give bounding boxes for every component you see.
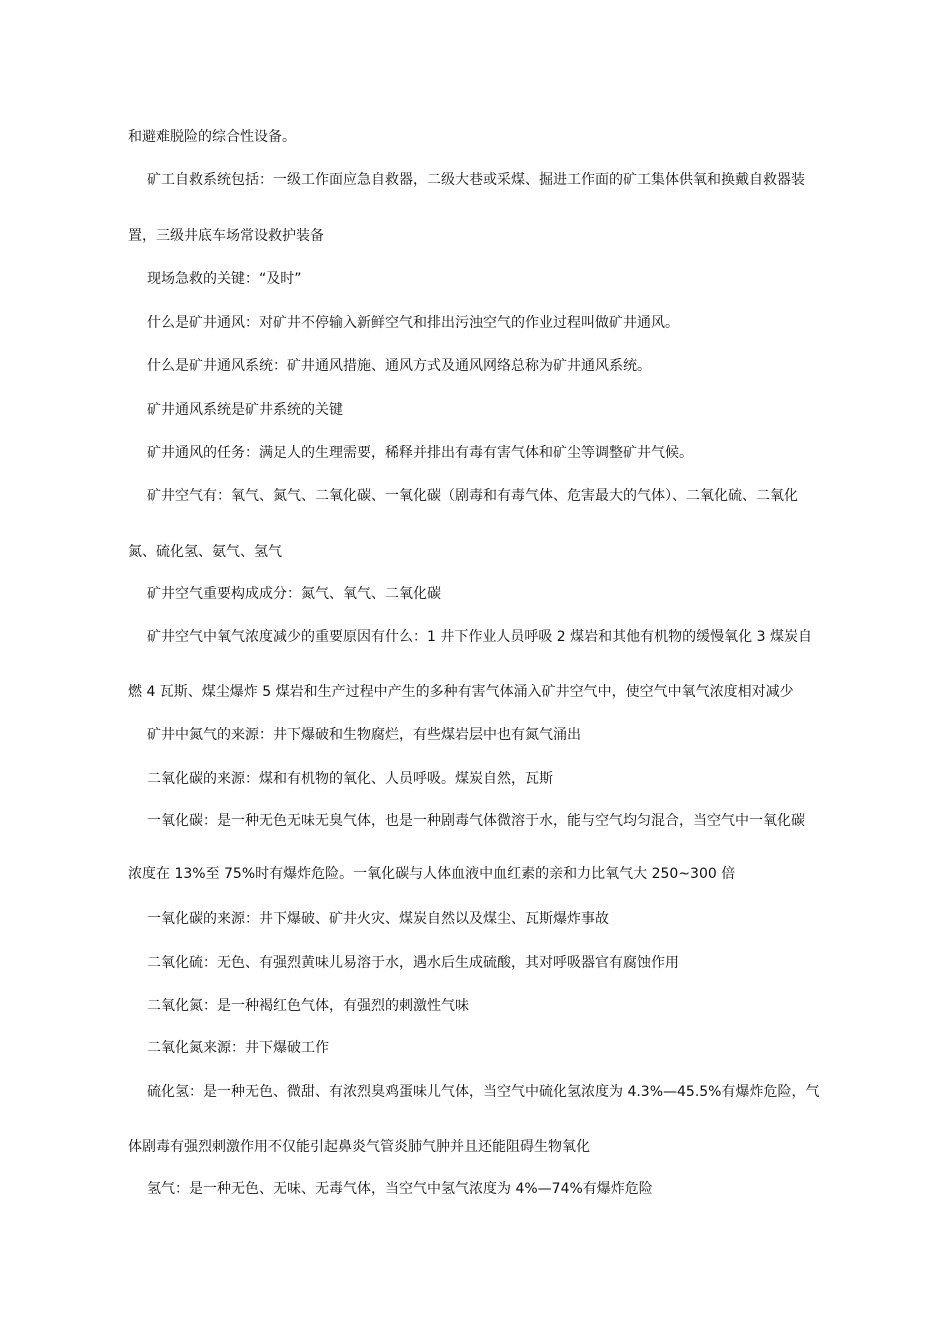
text-line: 燃 4 瓦斯、煤尘爆炸 5 煤岩和生产过程中产生的多种有害气体涌入矿井空气中，使空气中氧气浓度相对减少 [128, 684, 794, 700]
text-line: 什么是矿井通风：对矿井不停输入新鲜空气和排出污浊空气的作业过程叫做矿井通风。 [147, 315, 679, 331]
text-line: 矿井空气中氧气浓度减少的重要原因有什么：1 井下作业人员呼吸 2 煤岩和其他有机物的缓慢氧化 3 煤炭自 [147, 629, 812, 645]
text-line: 一氧化碳：是一种无色无味无臭气体，也是一种剧毒气体微溶于水，能与空气均匀混合，当空气中一氧化碳 [147, 813, 805, 829]
text-line: 置，三级井底车场常设救护装备 [128, 228, 324, 244]
text-line: 体剧毒有强烈刺激作用不仅能引起鼻炎气管炎肺气肿并且还能阻碍生物氧化 [128, 1139, 590, 1155]
text-line: 二氧化氮来源：井下爆破工作 [147, 1040, 329, 1056]
text-line: 硫化氢：是一种无色、微甜、有浓烈臭鸡蛋味儿气体，当空气中硫化氢浓度为 4.3%—45.5%有爆炸危险，气 [147, 1084, 820, 1100]
text-line: 现场急救的关键：“及时” [147, 271, 302, 287]
text-line: 氢气：是一种无色、无味、无毒气体，当空气中氢气浓度为 4%—74%有爆炸危险 [147, 1181, 653, 1197]
text-line: 矿井空气有：氧气、氮气、二氧化碳、一氧化碳（剧毒和有毒气体、危害最大的气体）、二氧化硫、二氧化 [147, 488, 798, 504]
text-line: 一氧化碳的来源：井下爆破、矿井火灾、煤炭自然以及煤尘、瓦斯爆炸事故 [147, 911, 609, 927]
text-line: 矿井通风的任务：满足人的生理需要，稀释并排出有毒有害气体和矿尘等调整矿井气候。 [147, 445, 693, 461]
text-line: 二氧化碳的来源：煤和有机物的氧化、人员呼吸。煤炭自然，瓦斯 [147, 771, 553, 787]
text-line: 矿井空气重要构成成分：氮气、氧气、二氧化碳 [147, 586, 441, 602]
text-line: 什么是矿井通风系统：矿井通风措施、通风方式及通风网络总称为矿井通风系统。 [147, 358, 651, 374]
text-line: 二氧化硫：无色、有强烈黄味儿易溶于水，遇水后生成硫酸，其对呼吸器官有腐蚀作用 [147, 955, 679, 971]
text-line: 矿工自救系统包括：一级工作面应急自救器，二级大巷或采煤、掘进工作面的矿工集体供氧和换戴自救器装 [147, 172, 805, 188]
text-line: 浓度在 13%至 75%时有爆炸危险。一氧化碳与人体血液中血红素的亲和力比氧气大 250~300 倍 [128, 866, 736, 882]
text-line: 矿井中氮气的来源：井下爆破和生物腐烂，有些煤岩层中也有氮气涌出 [147, 727, 581, 743]
text-line: 矿井通风系统是矿井系统的关键 [147, 402, 343, 418]
text-line: 二氧化氮：是一种褐红色气体，有强烈的刺激性气味 [147, 998, 469, 1014]
text-line: 氮、硫化氢、氨气、氢气 [128, 544, 282, 560]
text-line: 和避难脱险的综合性设备。 [128, 129, 296, 145]
